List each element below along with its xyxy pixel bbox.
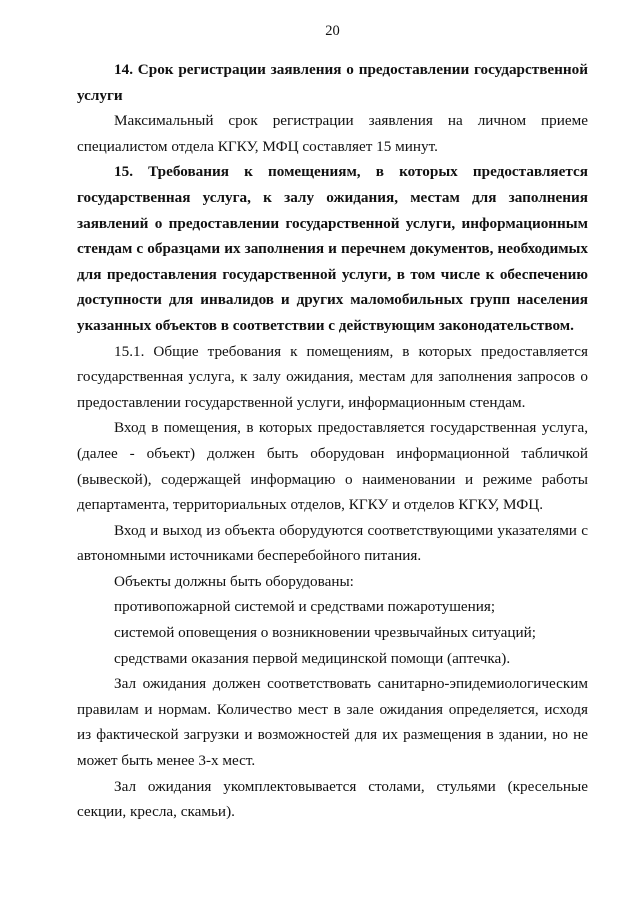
paragraph-waiting-room-norms: Зал ожидания должен соответствовать санитарно-эпидемиологическим правилам и нормам. Количество мест в зале ожидания определяется, исходя из фактической загрузки и возможностей для их размещения в здании, но не может быть менее 3-х мест.: [77, 675, 588, 770]
list-item-alert-system: системой оповещения о возникновении чрезвычайных ситуаций;: [114, 624, 536, 642]
document-body: [77, 57, 588, 825]
paragraph-equipment-intro: Объекты должны быть оборудованы:: [114, 572, 354, 590]
paragraph-registration-time: Максимальный срок регистрации заявления на личном приеме специалистом отдела КГКУ, МФЦ составляет 15 минут.: [77, 112, 588, 155]
paragraph-15-1: 15.1. Общие требования к помещениям, в которых предоставляется государственная услуга, к залу ожидания, местам для заполнения запросов о предоставлении государственной услуги, информационным стендам.: [77, 342, 588, 411]
section-15-heading: 15. Требования к помещениям, в которых предоставляется государственная услуга, к залу ожидания, местам для заполнения заявлений о предоставлении государственной услуги, информационным стендам с образцами их заполнения и перечнем документов, необходимых для предоставления государственной услуги, в том числе к обеспечению доступности для инвалидов и других маломобильных групп населения указанных объектов в соответствии с действующим законодательством.: [77, 163, 588, 334]
list-item-fire-system: противопожарной системой и средствами пожаротушения;: [114, 598, 496, 616]
list-item-first-aid: средствами оказания первой медицинской помощи (аптечка).: [114, 649, 511, 667]
paragraph-entrance-sign: Вход в помещения, в которых предоставляется государственная услуга, (далее - объект) должен быть оборудован информационной табличкой (вывеской), содержащей информацию о наименовании и режиме работы департамента, территориальных отделов, КГКУ и отделов КГКУ, МФЦ.: [77, 419, 588, 514]
section-14-heading: 14. Срок регистрации заявления о предоставлении государственной услуги: [77, 61, 588, 104]
paragraph-waiting-room-furniture: Зал ожидания укомплектовывается столами, стульями (кресельные секции, кресла, скамьи).: [77, 777, 588, 821]
page-number: 20: [325, 23, 340, 39]
paragraph-entrance-exit: Вход и выход из объекта оборудуются соответствующими указателями с автономными источниками бесперебойного питания.: [77, 521, 588, 565]
